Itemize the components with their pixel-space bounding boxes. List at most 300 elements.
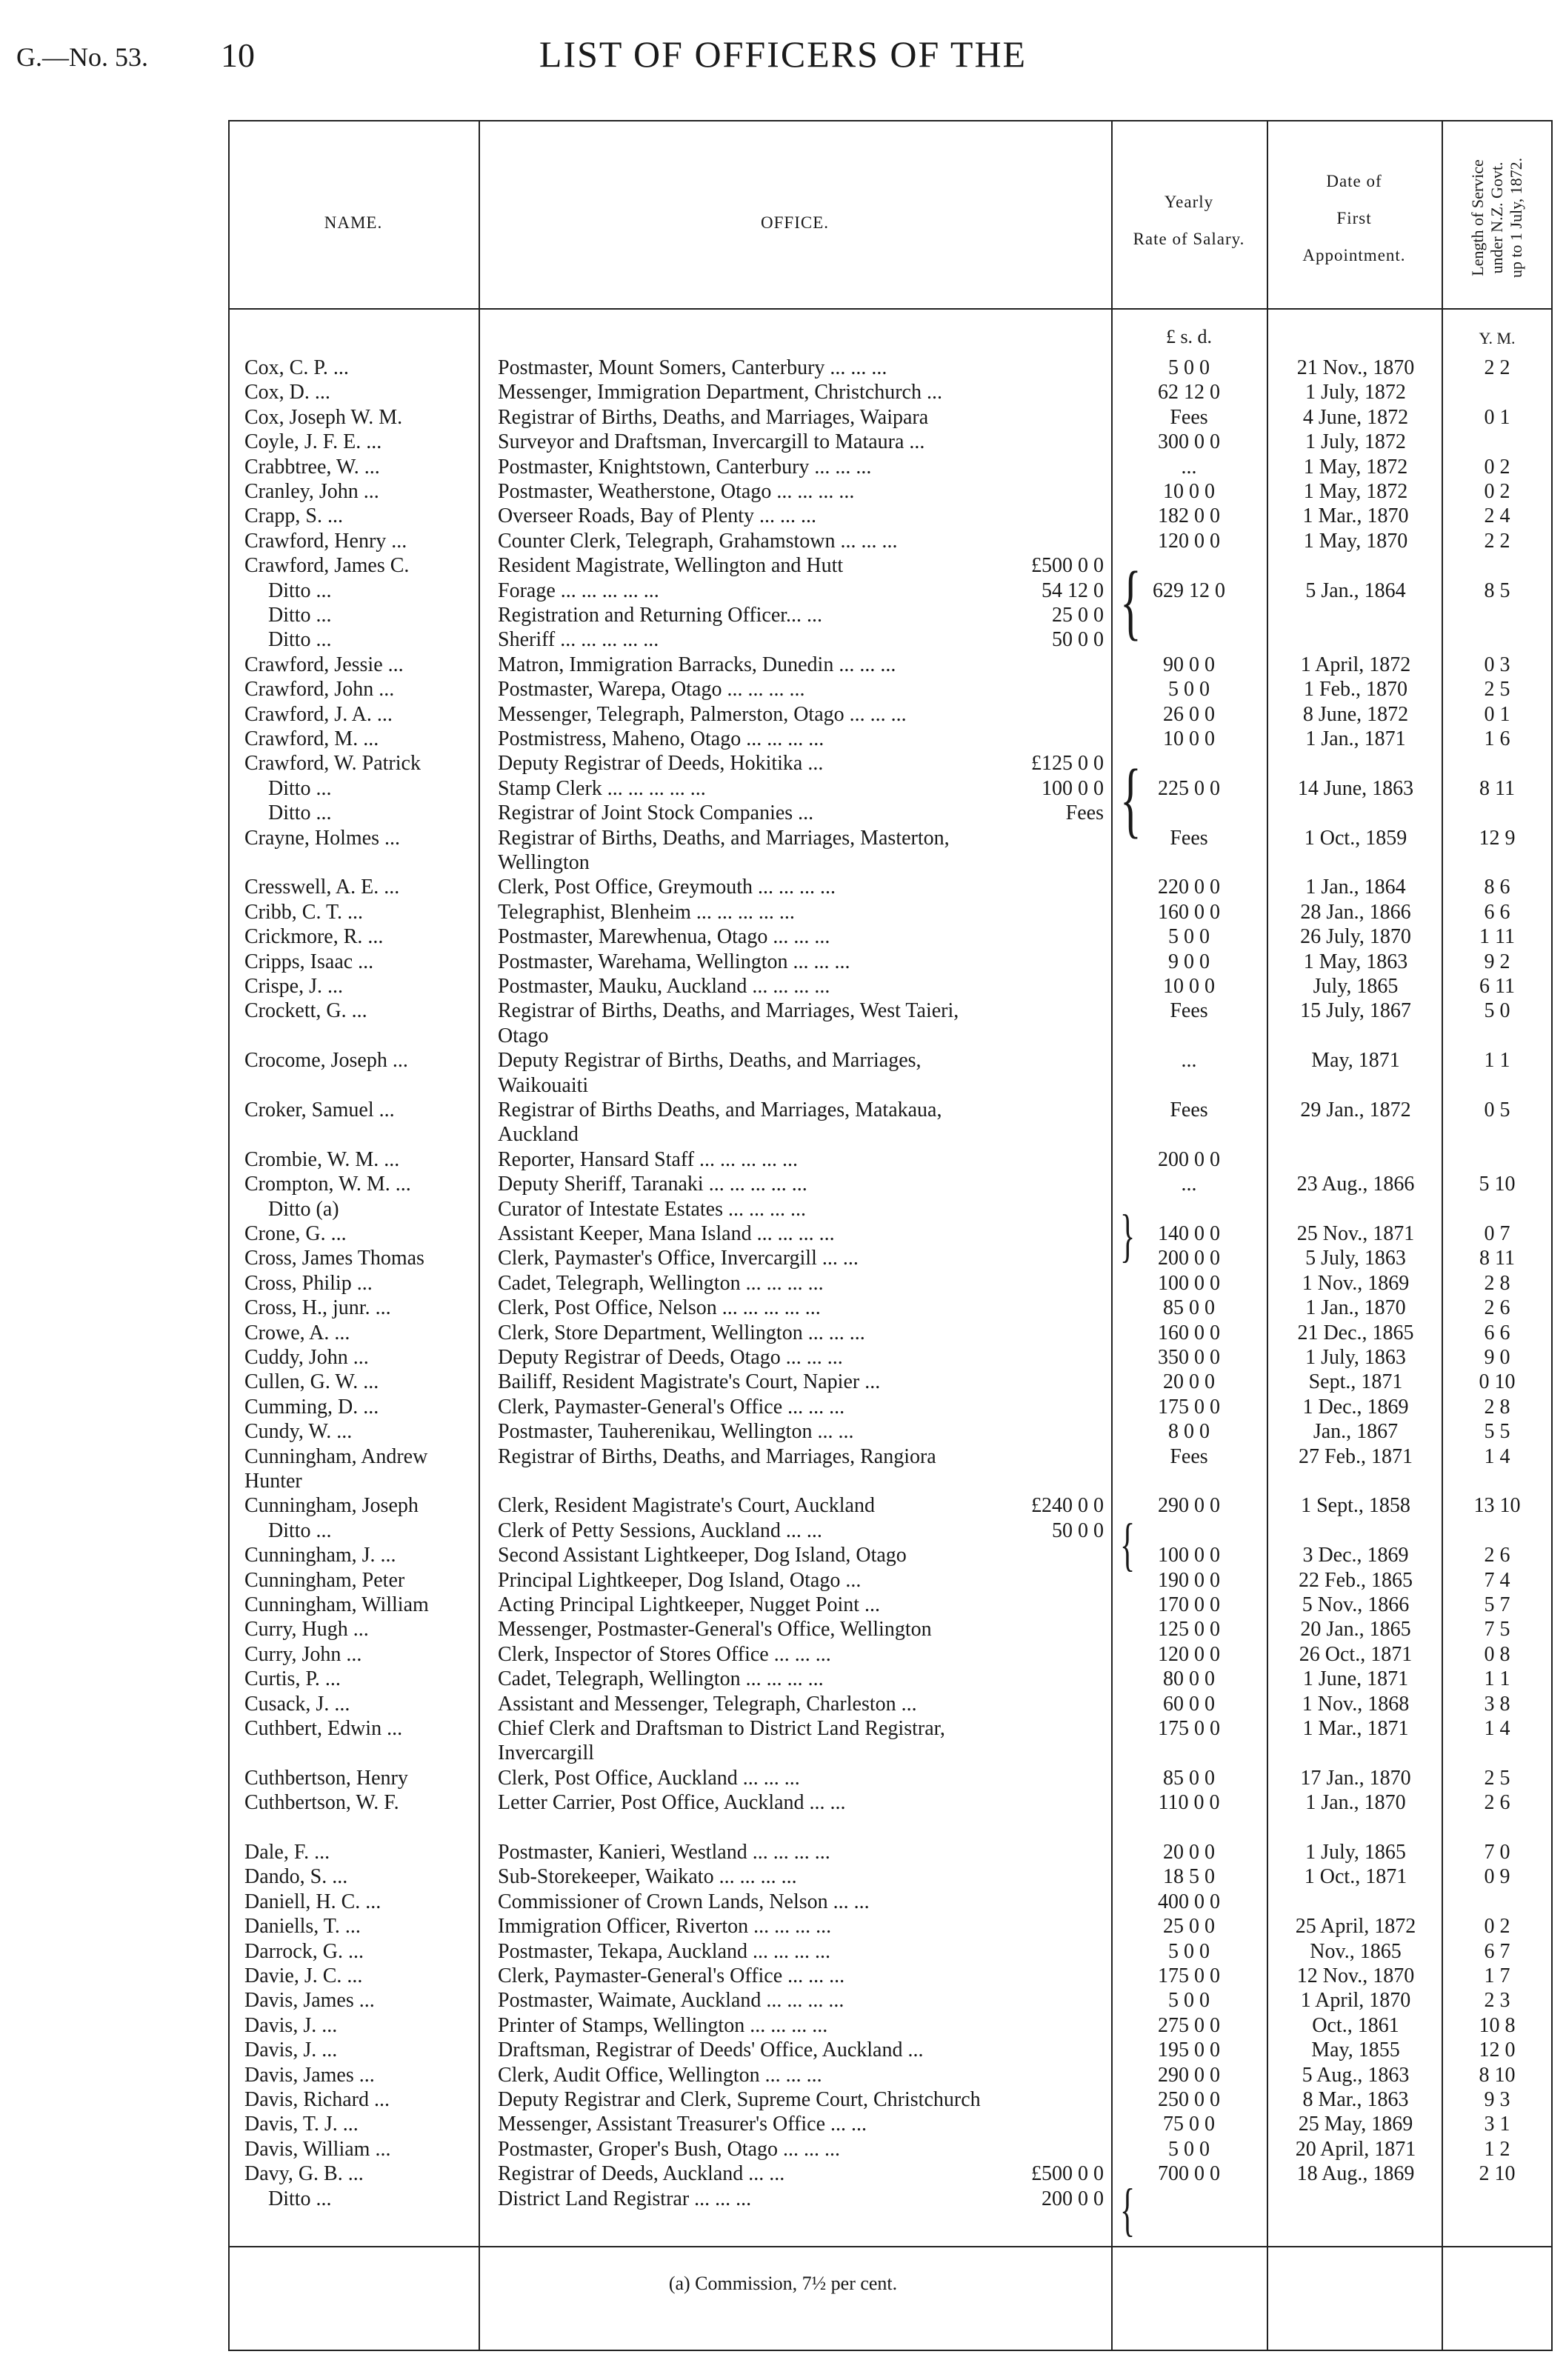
table-row [0, 356, 1566, 380]
salary-cell: 200 0 0 [1158, 1247, 1220, 1270]
service-length-cell: 2 4 [1484, 504, 1510, 528]
service-length-cell: 1 4 [1484, 1717, 1510, 1740]
officer-name: Cox, C. P. ... [244, 356, 349, 379]
table-row [0, 1419, 1566, 1444]
group-brace: { [1120, 1513, 1136, 1579]
salary-cell: 400 0 0 [1158, 1890, 1220, 1913]
salary-cell: 5 0 0 [1168, 1989, 1210, 2013]
service-length-cell: 9 2 [1484, 950, 1510, 973]
service-length-cell: 1 1 [1484, 1667, 1510, 1691]
salary-cell: Fees [1170, 1099, 1208, 1121]
appointment-date-cell: 14 June, 1863 [1297, 776, 1414, 800]
appointment-date-cell: 12 Nov., 1870 [1296, 1964, 1415, 1987]
salary-cell: 300 0 0 [1158, 430, 1220, 454]
officer-name: Crawford, Henry ... [244, 529, 407, 553]
length-column-header [1442, 129, 1553, 307]
service-length-cell: 0 2 [1484, 1915, 1510, 1939]
salary-cell: 350 0 0 [1158, 1346, 1220, 1369]
service-length-cell: 1 6 [1484, 727, 1510, 750]
appointment-date-cell: 5 Nov., 1866 [1302, 1593, 1410, 1616]
salary-cell: 90 0 0 [1163, 653, 1215, 676]
service-length-cell: 1 7 [1484, 1964, 1510, 1987]
table-row [0, 1692, 1566, 1716]
office-cell: Deputy Registrar and Clerk, Supreme Court, Christchurch [498, 2088, 981, 2111]
length-units: Y. M. [1479, 329, 1516, 347]
service-length-cell: 9 0 [1484, 1346, 1510, 1369]
appointment-date-cell: 5 Aug., 1863 [1302, 2063, 1410, 2087]
table-row [0, 850, 1566, 875]
salary-cell: 120 0 0 [1158, 529, 1220, 553]
salary-cell: 125 0 0 [1158, 1618, 1220, 1641]
office-cell: Clerk, Post Office, Greymouth ... ... ... ... [498, 876, 836, 899]
office-cell: Postmaster, Tauherenikau, Wellington ... ... [498, 1420, 854, 1444]
table-row [0, 702, 1566, 727]
service-length-cell: 0 2 [1484, 480, 1510, 503]
table-row [0, 2137, 1566, 2161]
officer-name: Cullen, G. W. ... [244, 1370, 379, 1394]
service-length-cell: 1 1 [1484, 1049, 1510, 1073]
office-cell: Clerk, Paymaster's Office, Invercargill ... ... [498, 1247, 859, 1270]
table-row [0, 1469, 1566, 1493]
salary-cell: 225 0 0 [1158, 776, 1220, 800]
sub-amount-cell: 25 0 0 [1052, 604, 1104, 627]
salary-cell: ... [1181, 1049, 1197, 1073]
table-row [0, 553, 1566, 578]
office-cell: Second Assistant Lightkeeper, Dog Island, Otago [498, 1544, 907, 1567]
service-length-cell: 2 2 [1484, 356, 1510, 379]
office-cell: Telegraphist, Blenheim ... ... ... ... ... [498, 900, 795, 924]
appointment-date-cell: 1 Jan., 1870 [1305, 1791, 1406, 1815]
office-cell: Curator of Intestate Estates ... ... ... ... [498, 1197, 807, 1221]
service-length-cell: 2 8 [1484, 1271, 1510, 1295]
service-length-cell: 2 6 [1484, 1544, 1510, 1567]
document-reference: G.—No. 53. [16, 42, 148, 72]
table-row [0, 1568, 1566, 1593]
service-length-cell: 2 8 [1484, 1395, 1510, 1419]
service-length-cell: 6 7 [1484, 1939, 1510, 1963]
salary-cell: ... [1181, 1173, 1197, 1196]
salary-cell: 200 0 0 [1158, 1147, 1220, 1171]
office-cell: Printer of Stamps, Wellington ... ... ... ... [498, 2013, 828, 2037]
salary-cell: 160 0 0 [1158, 1321, 1220, 1344]
table-row [0, 1988, 1566, 2013]
salary-cell: 26 0 0 [1163, 702, 1215, 726]
service-length-cell: 0 3 [1484, 653, 1510, 676]
salary-cell: 9 0 0 [1168, 950, 1210, 973]
officer-name: Ditto ... [268, 628, 332, 652]
salary-cell: 195 0 0 [1158, 2039, 1220, 2062]
table-row [0, 826, 1566, 850]
table-row [0, 1073, 1566, 1098]
office-cell: Stamp Clerk ... ... ... ... ... [498, 776, 706, 800]
office-cell: Messenger, Telegraph, Palmerston, Otago ... ... ... [498, 702, 907, 726]
date-header-line1: Date of [1326, 172, 1382, 190]
sub-amount-cell: 54 12 0 [1042, 579, 1104, 602]
officer-name: Cuddy, John ... [244, 1346, 369, 1369]
appointment-date-cell: 27 Feb., 1871 [1299, 1444, 1413, 1468]
officer-name: Cribb, C. T. ... [244, 900, 363, 924]
officer-name: Cox, Joseph W. M. [244, 405, 403, 429]
salary-cell: 182 0 0 [1158, 504, 1220, 528]
service-length-cell: 2 6 [1484, 1791, 1510, 1815]
officer-name: Crocome, Joseph ... [244, 1049, 408, 1073]
office-cell: Immigration Officer, Riverton ... ... ... ... [498, 1915, 832, 1939]
officer-name: Ditto ... [268, 1519, 332, 1542]
appointment-date-cell: 1 July, 1872 [1305, 430, 1406, 454]
group-brace: { [1120, 555, 1142, 648]
service-length-cell: 5 7 [1484, 1593, 1510, 1616]
salary-cell: 10 0 0 [1163, 727, 1215, 750]
appointment-date-cell: 1 Jan., 1870 [1305, 1296, 1406, 1320]
service-length-cell: 6 11 [1479, 975, 1515, 998]
salary-cell: 5 0 0 [1168, 1939, 1210, 1963]
table-row [0, 653, 1566, 677]
office-cell: Cadet, Telegraph, Wellington ... ... ... ... [498, 1271, 824, 1295]
salary-cell: 700 0 0 [1158, 2162, 1220, 2186]
service-length-cell: 0 5 [1484, 1099, 1510, 1121]
salary-cell: 175 0 0 [1158, 1395, 1220, 1419]
office-cell: Bailiff, Resident Magistrate's Court, Napier ... [498, 1370, 881, 1394]
sub-amount-cell: 50 0 0 [1052, 1519, 1104, 1542]
table-row [0, 1519, 1566, 1543]
officer-name: Crone, G. ... [244, 1222, 347, 1245]
salary-cell: 20 0 0 [1163, 1370, 1215, 1394]
officer-name: Dando, S. ... [244, 1865, 348, 1889]
office-cell: Wellington [498, 851, 590, 874]
page-title: LIST OF OFFICERS OF THE [539, 33, 1027, 75]
office-cell: Clerk, Audit Office, Wellington ... ... ... [498, 2063, 822, 2087]
table-row [0, 627, 1566, 652]
officer-name: Crispe, J. ... [244, 975, 343, 998]
page-number: 10 [221, 36, 255, 74]
service-length-cell: 5 10 [1479, 1173, 1516, 1196]
appointment-date-cell: Oct., 1861 [1312, 2013, 1399, 2037]
officer-name: Davis, James ... [244, 2063, 375, 2087]
office-cell: Clerk, Paymaster-General's Office ... ... ... [498, 1395, 845, 1419]
officer-name: Curry, Hugh ... [244, 1618, 369, 1641]
table-row [0, 1617, 1566, 1641]
office-cell: Messenger, Immigration Department, Christchurch ... [498, 381, 942, 404]
appointment-date-cell: 18 Aug., 1869 [1296, 2162, 1415, 2186]
sub-amount-cell: £500 0 0 [1031, 554, 1104, 578]
appointment-date-cell: 1 Dec., 1869 [1302, 1395, 1409, 1419]
officer-name: Davis, Richard ... [244, 2088, 390, 2111]
service-length-cell: 1 2 [1484, 2137, 1510, 2161]
officer-name: Cross, James Thomas [244, 1247, 424, 1270]
officer-name: Davis, T. J. ... [244, 2113, 359, 2136]
service-length-cell: 8 10 [1479, 2063, 1516, 2087]
officer-name: Cuthbertson, Henry [244, 1766, 408, 1790]
office-cell: Messenger, Assistant Treasurer's Office ... ... [498, 2113, 867, 2136]
officer-name: Crowe, A. ... [244, 1321, 350, 1344]
service-length-cell: 0 7 [1484, 1222, 1510, 1245]
officer-name: Davis, William ... [244, 2137, 391, 2161]
salary-cell: Fees [1170, 999, 1208, 1023]
salary-header-line1: Yearly [1164, 193, 1214, 211]
office-cell: Waikouaiti [498, 1073, 589, 1097]
officer-name: Dale, F. ... [244, 1841, 330, 1864]
sub-amount-cell: 100 0 0 [1042, 776, 1104, 800]
table-row [0, 1122, 1566, 1147]
sub-amount-cell: £240 0 0 [1031, 1494, 1104, 1518]
table-row [0, 2038, 1566, 2062]
officer-name: Cox, D. ... [244, 381, 330, 404]
office-cell: Clerk, Store Department, Wellington ... ... ... [498, 1321, 865, 1344]
salary-cell: 10 0 0 [1163, 975, 1215, 998]
office-cell: Postmaster, Mauku, Auckland ... ... ... ... [498, 975, 830, 998]
table-row [0, 875, 1566, 899]
appointment-date-cell: 1 May, 1863 [1303, 950, 1408, 973]
service-length-cell: 6 6 [1484, 900, 1510, 924]
office-cell: Registrar of Births, Deaths, and Marriages, Masterton, [498, 826, 950, 850]
service-length-cell: 13 10 [1473, 1494, 1521, 1518]
table-row [0, 1864, 1566, 1889]
salary-units: £ s. d. [1165, 326, 1213, 347]
officer-name: Ditto (a) [268, 1197, 339, 1221]
appointment-date-cell: 8 June, 1872 [1302, 702, 1409, 726]
salary-cell: 100 0 0 [1158, 1544, 1220, 1567]
office-cell: Postmaster, Groper's Bush, Otago ... ... ... [498, 2137, 840, 2161]
appointment-date-cell: 1 June, 1871 [1302, 1667, 1409, 1691]
table-row [0, 1296, 1566, 1320]
appointment-date-cell: 5 Jan., 1864 [1305, 579, 1406, 602]
appointment-date-cell: 26 July, 1870 [1300, 925, 1411, 949]
salary-cell: 290 0 0 [1158, 2063, 1220, 2087]
appointment-date-cell: 1 May, 1870 [1303, 529, 1408, 553]
office-cell: Overseer Roads, Bay of Plenty ... ... ... [498, 504, 817, 528]
table-row [0, 479, 1566, 504]
officer-name: Davis, J. ... [244, 2039, 338, 2062]
sub-amount-cell: £125 0 0 [1031, 752, 1104, 776]
officer-name: Cunningham, J. ... [244, 1544, 396, 1567]
officer-name: Cross, Philip ... [244, 1271, 373, 1295]
appointment-date-cell: 15 July, 1867 [1300, 999, 1411, 1023]
sub-amount-cell: Fees [1065, 801, 1104, 825]
service-length-cell: 7 0 [1484, 1841, 1510, 1864]
office-cell: Deputy Registrar of Deeds, Otago ... ... ... [498, 1346, 843, 1369]
office-cell: Resident Magistrate, Wellington and Hutt [498, 554, 844, 578]
footer-rule [228, 2246, 1553, 2247]
salary-header-line2: Rate of Salary. [1133, 230, 1245, 248]
appointment-date-cell: 25 April, 1872 [1295, 1915, 1416, 1939]
table-row [0, 1593, 1566, 1617]
table-row [0, 1642, 1566, 1667]
appointment-date-cell: 3 Dec., 1869 [1302, 1544, 1409, 1567]
appointment-date-cell: 1 May, 1872 [1303, 480, 1408, 503]
name-column-header: NAME. [324, 213, 383, 232]
office-cell: Reporter, Hansard Staff ... ... ... ... ... [498, 1147, 799, 1171]
officer-name: Hunter [244, 1470, 302, 1493]
table-row [0, 924, 1566, 949]
group-brace: } [1120, 1204, 1136, 1270]
officer-name: Cusack, J. ... [244, 1692, 350, 1716]
table-row [0, 2161, 1566, 2186]
office-cell: Registrar of Births Deaths, and Marriages, Matakaua, [498, 1099, 942, 1121]
table-row [0, 2187, 1566, 2211]
header-rule [228, 308, 1553, 310]
service-length-cell: 1 11 [1479, 925, 1515, 949]
service-length-cell: 3 8 [1484, 1692, 1510, 1716]
officer-name: Cuthbertson, W. F. [244, 1791, 399, 1815]
officer-name: Cross, H., junr. ... [244, 1296, 391, 1320]
office-cell: Postmistress, Maheno, Otago ... ... ... ... [498, 727, 824, 750]
appointment-date-cell: 1 Feb., 1870 [1304, 678, 1407, 701]
table-row [0, 430, 1566, 454]
salary-cell: 5 0 0 [1168, 356, 1210, 379]
officer-name: Cranley, John ... [244, 480, 379, 503]
service-length-cell: 12 0 [1479, 2039, 1516, 2062]
table-row [0, 1493, 1566, 1518]
office-cell: Matron, Immigration Barracks, Dunedin ... ... ... [498, 653, 896, 676]
appointment-date-cell: 5 July, 1863 [1305, 1247, 1406, 1270]
office-cell: Postmaster, Weatherstone, Otago ... ... ... ... [498, 480, 855, 503]
length-header-line3: up to 1 July, 1872. [1507, 157, 1525, 279]
service-length-cell: 0 1 [1484, 405, 1510, 429]
table-row [0, 974, 1566, 999]
appointment-date-cell: July, 1865 [1313, 975, 1399, 998]
office-cell: Sub-Storekeeper, Waikato ... ... ... ... [498, 1865, 797, 1889]
table-row [0, 1939, 1566, 1964]
office-cell: Commissioner of Crown Lands, Nelson ... ... [498, 1890, 870, 1913]
salary-cell: 140 0 0 [1158, 1222, 1220, 1245]
office-cell: Deputy Registrar of Births, Deaths, and Marriages, [498, 1049, 922, 1073]
salary-cell: 25 0 0 [1163, 1915, 1215, 1939]
salary-cell: 75 0 0 [1163, 2113, 1215, 2136]
officer-name: Ditto ... [268, 776, 332, 800]
appointment-date-cell: 17 Jan., 1870 [1300, 1766, 1411, 1790]
service-length-cell: 2 5 [1484, 1766, 1510, 1790]
office-cell: Registrar of Births, Deaths, and Marriages, West Taieri, [498, 999, 959, 1023]
office-cell: Otago [498, 1024, 549, 1047]
salary-cell: 85 0 0 [1163, 1296, 1215, 1320]
office-cell: Registrar of Joint Stock Companies ... [498, 801, 814, 825]
office-cell: Counter Clerk, Telegraph, Grahamstown ... ... ... [498, 529, 898, 553]
salary-cell: 18 5 0 [1163, 1865, 1215, 1889]
office-cell: Clerk, Resident Magistrate's Court, Auckland [498, 1494, 875, 1518]
salary-cell: Fees [1170, 1444, 1208, 1468]
salary-cell: 275 0 0 [1158, 2013, 1220, 2037]
table-row [0, 1345, 1566, 1370]
service-length-cell: 0 8 [1484, 1642, 1510, 1666]
service-length-cell: 2 5 [1484, 678, 1510, 701]
service-length-cell: 0 2 [1484, 455, 1510, 479]
table-row [0, 2063, 1566, 2087]
officer-name: Davy, G. B. ... [244, 2162, 364, 2186]
service-length-cell: 7 4 [1484, 1568, 1510, 1592]
office-cell: Registrar of Deeds, Auckland ... ... [498, 2162, 785, 2186]
office-cell: Postmaster, Tekapa, Auckland ... ... ... ... [498, 1939, 830, 1963]
office-column-header: OFFICE. [761, 213, 829, 232]
appointment-date-cell: 20 Jan., 1865 [1300, 1618, 1411, 1641]
appointment-date-cell: Nov., 1865 [1310, 1939, 1402, 1963]
appointment-date-cell: 1 Oct., 1859 [1304, 826, 1407, 850]
salary-cell: Fees [1170, 826, 1208, 850]
table-row [0, 727, 1566, 751]
salary-cell: 5 0 0 [1168, 925, 1210, 949]
office-cell: District Land Registrar ... ... ... [498, 2187, 752, 2210]
appointment-date-cell: 1 July, 1872 [1305, 381, 1406, 404]
officer-name: Crombie, W. M. ... [244, 1147, 400, 1171]
officer-name: Crawford, M. ... [244, 727, 379, 750]
appointment-date-cell: Sept., 1871 [1308, 1370, 1403, 1394]
officer-name: Darrock, G. ... [244, 1939, 364, 1963]
table-row [0, 776, 1566, 801]
officer-name: Coyle, J. F. E. ... [244, 430, 382, 454]
officer-name: Daniell, H. C. ... [244, 1890, 381, 1913]
service-length-cell: 7 5 [1484, 1618, 1510, 1641]
office-cell: Forage ... ... ... ... ... [498, 579, 659, 602]
officer-name: Cresswell, A. E. ... [244, 876, 400, 899]
office-cell: Auckland [498, 1123, 579, 1147]
appointment-date-cell: 1 Mar., 1870 [1302, 504, 1409, 528]
salary-cell: 220 0 0 [1158, 876, 1220, 899]
appointment-date-cell: 1 Jan., 1871 [1305, 727, 1406, 750]
officer-name: Curry, John ... [244, 1642, 362, 1666]
table-row [0, 1444, 1566, 1469]
office-cell: Postmaster, Marewhenua, Otago ... ... ... [498, 925, 830, 949]
officer-name: Crayne, Holmes ... [244, 826, 400, 850]
date-header-line3: Appointment. [1302, 246, 1406, 264]
table-row [0, 1395, 1566, 1419]
service-length-cell: 10 8 [1479, 2013, 1516, 2037]
office-cell: Postmaster, Mount Somers, Canterbury ... ... ... [498, 356, 887, 379]
appointment-date-cell: May, 1855 [1311, 2039, 1400, 2062]
service-length-cell: 8 11 [1479, 1247, 1515, 1270]
officer-name: Crabbtree, W. ... [244, 455, 380, 479]
officer-name: Cundy, W. ... [244, 1420, 353, 1444]
officer-name: Crawford, John ... [244, 678, 395, 701]
length-header-line2: under N.Z. Govt. [1487, 161, 1506, 274]
appointment-date-cell: 26 Oct., 1871 [1299, 1642, 1413, 1666]
office-cell: Postmaster, Kanieri, Westland ... ... ... ... [498, 1841, 830, 1864]
officer-name: Crapp, S. ... [244, 504, 343, 528]
length-header-line1: Length of Service [1468, 159, 1487, 276]
salary-cell: 5 0 0 [1168, 2137, 1210, 2161]
officer-name: Crawford, James C. [244, 554, 410, 578]
appointment-date-cell: 1 July, 1865 [1305, 1841, 1406, 1864]
table-row [0, 1221, 1566, 1246]
office-cell: Assistant Keeper, Mana Island ... ... ... ... [498, 1222, 835, 1245]
table-row [0, 1964, 1566, 1988]
salary-cell: 80 0 0 [1163, 1667, 1215, 1691]
sub-amount-cell: 50 0 0 [1052, 628, 1104, 652]
appointment-date-cell: 1 Nov., 1869 [1302, 1271, 1410, 1295]
salary-cell: 100 0 0 [1158, 1271, 1220, 1295]
salary-cell: 20 0 0 [1163, 1841, 1215, 1864]
officer-name: Cunningham, William [244, 1593, 429, 1616]
table-row [0, 1667, 1566, 1691]
appointment-date-cell: 23 Aug., 1866 [1296, 1173, 1415, 1196]
date-header-line2: First [1336, 209, 1372, 227]
officer-name: Cunningham, Joseph [244, 1494, 419, 1518]
appointment-date-cell: 1 Sept., 1858 [1301, 1494, 1410, 1518]
office-cell: Deputy Sheriff, Taranaki ... ... ... ... ... [498, 1173, 807, 1196]
table-row [0, 1370, 1566, 1394]
office-cell: Clerk of Petty Sessions, Auckland ... ... [498, 1519, 822, 1542]
salary-cell: 85 0 0 [1163, 1766, 1215, 1790]
table-row [0, 504, 1566, 528]
appointment-date-cell: 21 Dec., 1865 [1297, 1321, 1414, 1344]
table-row [0, 1172, 1566, 1196]
officer-name: Crawford, Jessie ... [244, 653, 404, 676]
office-cell: Clerk, Paymaster-General's Office ... ... ... [498, 1964, 845, 1987]
table-row [0, 1024, 1566, 1048]
salary-cell: 120 0 0 [1158, 1642, 1220, 1666]
service-length-cell: 0 1 [1484, 702, 1510, 726]
office-cell: Postmaster, Warehama, Wellington ... ... ... [498, 950, 850, 973]
table-row [0, 1816, 1566, 1840]
office-cell: Principal Lightkeeper, Dog Island, Otago ... [498, 1568, 862, 1592]
